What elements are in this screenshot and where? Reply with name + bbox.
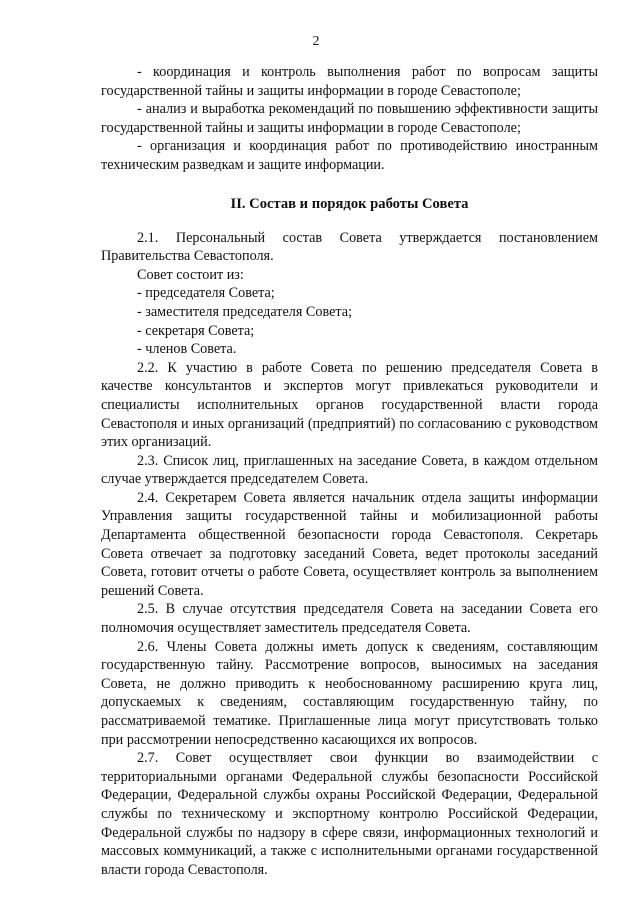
council-composition-intro: Совет состоит из: [137, 266, 244, 283]
clause-2-3: 2.3. Список лиц, приглашенных на заседание Совета, в каждом отдельном случае утверждается председателем Совета. [101, 452, 598, 488]
council-member-item: - членов Совета. [137, 341, 237, 358]
council-member-item: - заместителя председателя Совета; [137, 303, 353, 320]
document-body [101, 63, 598, 879]
page-number: 2 [312, 34, 320, 49]
intro-item: - координация и контроль выполнения работ по вопросам защиты государственной тайны и защиты информации в городе Севастополе; [101, 64, 598, 99]
intro-item: - анализ и выработка рекомендаций по повышению эффективности защиты государственной тайны и защиты информации в городе Севастополе; [101, 101, 598, 136]
council-composition [101, 266, 598, 359]
clause-2-5: 2.5. В случае отсутствия председателя Совета на заседании Совета его полномочия осуществляет заместитель председателя Совета. [101, 601, 598, 637]
council-member-item: - секретаря Совета; [137, 322, 255, 339]
clause-2-7: 2.7. Совет осуществляет свои функции во взаимодействии с территориальными органами Федеральной службы безопасности Российской Федерации, Федеральной службы охраны Российской Федерации, Федеральной службы по техническому и экспортному контролю Российской Федерации, Федеральной службы по надзору в сфере связи, информационных технологий и массовых коммуникаций, а также с исполнительными органами государственной власти города Севастополя. [101, 750, 598, 878]
intro-item: - организация и координация работ по противодействию иностранным техническим разведкам и защите информации. [101, 138, 598, 173]
council-member-item: - председателя Совета; [137, 285, 275, 302]
section-heading: II. Состав и порядок работы Совета [230, 195, 469, 212]
clause-2-1: 2.1. Персональный состав Совета утверждается постановлением Правительства Севастополя. [101, 229, 598, 265]
clause-2-4: 2.4. Секретарем Совета является начальник отдела защиты информации Управления защиты государственной тайны и мобилизационной работы Департамента общественной безопасности города Севастополя. Секретарь Совета отвечает за подготовку заседаний Совета, ведет протоколы заседаний Совета, готовит отчеты о работе Совета, осуществляет контроль за выполнением решений Совета. [101, 489, 598, 599]
clause-2-2: 2.2. К участию в работе Совета по решению председателя Совета в качестве консультантов и экспертов могут привлекаться руководители и специалисты исполнительных органов государственной власти города Севастополя и иных организаций (предприятий) по согласованию с руководством этих организаций. [101, 359, 598, 451]
clause-2-6: 2.6. Члены Совета должны иметь допуск к сведениям, составляющим государственную тайну. Рассмотрение вопросов, выносимых на заседания Совета, не должно приводить к необоснованному расширению круга лиц, допускаемых к сведениям, составляющим государственную тайну, по рассматриваемой тематике. Приглашенные лица могут присутствовать только при рассмотрении непосредственно касающихся их вопросов. [101, 638, 598, 748]
